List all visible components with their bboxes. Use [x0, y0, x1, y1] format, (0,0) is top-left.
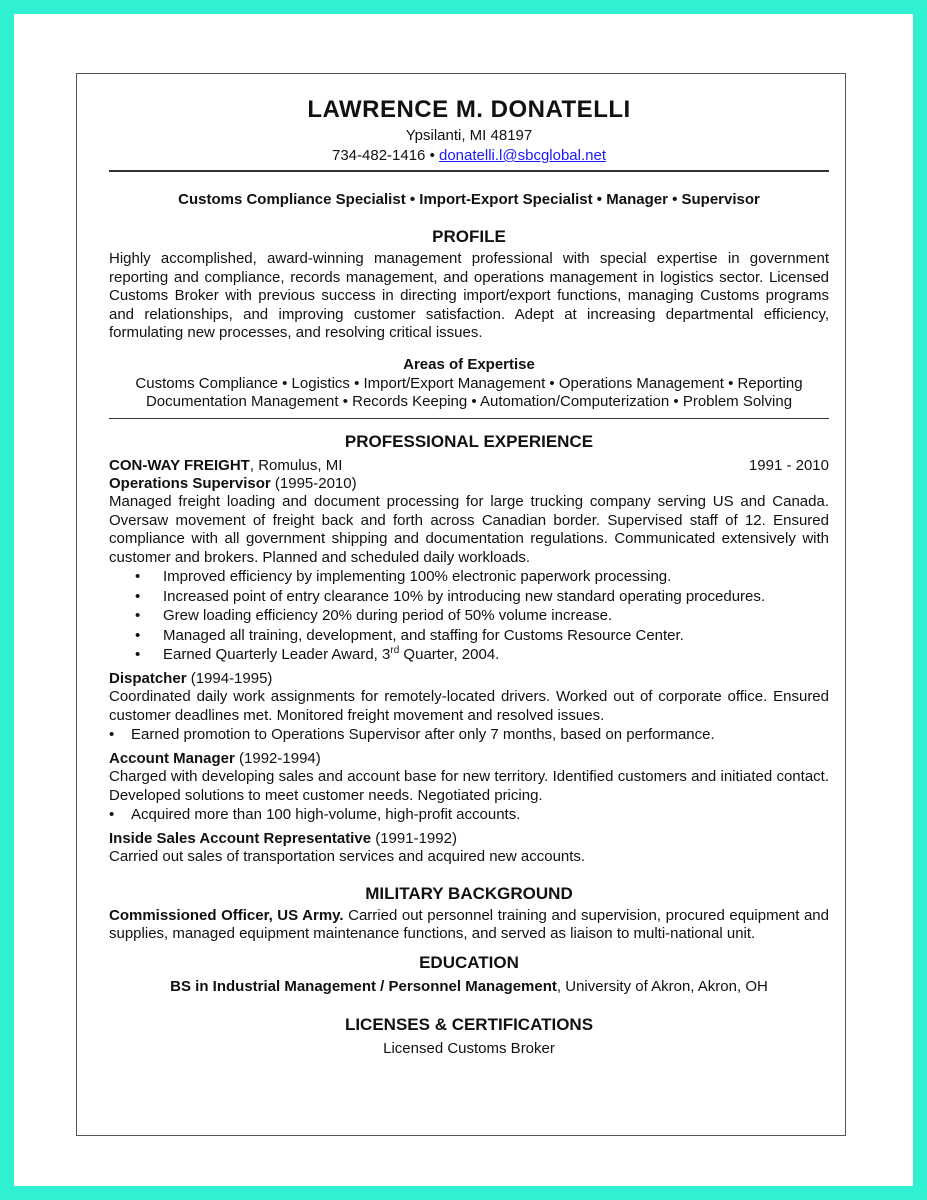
company-info	[109, 456, 342, 475]
award-text-end: Quarter, 2004.	[399, 646, 500, 663]
role-dates: (1995-2010)	[270, 474, 357, 492]
role-description: Carried out sales of transportation services and acquired new accounts.	[109, 848, 586, 865]
list-item: • Acquired more than 100 high-volume, high-profit accounts.	[109, 805, 829, 825]
headline: Customs Compliance Specialist • Import-Export Specialist • Manager • Supervisor	[178, 191, 760, 208]
phone-number: 734-482-1416	[331, 147, 426, 164]
role-title: Account Manager	[109, 749, 235, 767]
list-item: • Improved efficiency by implementing 100% electronic paperwork processing.	[109, 567, 829, 587]
licenses-title: LICENSES & CERTIFICATIONS	[344, 1015, 594, 1034]
role-title: Dispatcher	[109, 669, 187, 687]
company-dates: 1991 - 2010	[748, 456, 829, 474]
candidate-location: Ypsilanti, MI 48197	[405, 127, 533, 144]
expertise-divider	[109, 418, 829, 419]
email-link[interactable]: donatelli.l@sbcglobal.net	[439, 147, 606, 164]
role-heading	[109, 750, 829, 769]
company-row	[109, 456, 829, 475]
expertise-title: Areas of Expertise	[403, 355, 535, 373]
experience-title: PROFESSIONAL EXPERIENCE	[344, 431, 594, 451]
profile-title: PROFILE	[432, 227, 506, 246]
role-title: Inside Sales Account Representative	[109, 829, 372, 847]
list-item: • Grew loading efficiency 20% during period of 50% volume increase.	[109, 606, 829, 626]
list-item: • Earned promotion to Operations Supervisor after only 7 months, based on performance.	[109, 725, 829, 745]
role-description: Coordinated daily work assignments for remotely-located drivers. Worked out of corporate office. Ensured customer deadlines met. Monitored freight movement and resolved issues.	[109, 688, 829, 724]
role-achievements	[109, 725, 829, 745]
expertise-line-2: Documentation Management • Records Keeping • Automation/Computerization • Problem Solving	[145, 393, 793, 410]
military-title: MILITARY BACKGROUND	[365, 883, 573, 903]
role-dates: (1991-1992)	[371, 829, 457, 847]
role-heading	[109, 475, 829, 494]
school: , University of Akron, Akron, OH	[556, 977, 768, 995]
education-entry	[109, 978, 829, 997]
resume-header	[109, 94, 829, 166]
list-item	[109, 645, 829, 665]
company-name: CON-WAY FREIGHT	[109, 456, 250, 474]
header-divider	[109, 170, 829, 172]
role-description: Charged with developing sales and account base for new territory. Identified customers and initiated contact. Developed solutions to meet customer needs. Negotiated pricing.	[109, 768, 829, 804]
military-description: Carried out personnel training and supervision, procured equipment and supplies, managed equipment maintenance functions, and served as liaison to multi-national unit.	[109, 906, 829, 942]
list-item: • Managed all training, development, and staffing for Customs Resource Center.	[109, 626, 829, 646]
role-description: Managed freight loading and document processing for large trucking company serving US and Canada. Oversaw movement of freight back and forth across Canadian border. Supervised staff of 12. Ensured compliance with all government shipping and documentation regulations. Communicated extensively with customer and brokers. Planned and scheduled daily workloads.	[109, 493, 829, 566]
list-item: • Increased point of entry clearance 10% by introducing new standard operating procedures.	[109, 587, 829, 607]
resume-page	[76, 73, 846, 1136]
military-text	[109, 907, 829, 944]
education-title: EDUCATION	[419, 952, 519, 972]
company-location: , Romulus, MI	[249, 456, 343, 474]
degree: BS in Industrial Management / Personnel Management	[170, 977, 557, 995]
role-achievements	[109, 567, 829, 665]
license-item: Licensed Customs Broker	[383, 1040, 555, 1057]
page-frame	[14, 14, 913, 1186]
military-lead: Commissioned Officer, US Army.	[109, 906, 344, 924]
role-title: Operations Supervisor	[109, 474, 271, 492]
role-dates: (1992-1994)	[234, 749, 321, 767]
contact-separator: •	[425, 147, 439, 164]
award-superscript: rd	[390, 645, 400, 656]
contact-line	[109, 146, 829, 166]
expertise-line-1: Customs Compliance • Logistics • Import/Export Management • Operations Management • Reporting	[135, 374, 803, 392]
role-heading	[109, 670, 829, 689]
award-text: Earned Quarterly Leader Award, 3	[163, 646, 391, 663]
resume-content	[109, 94, 829, 1059]
role-dates: (1994-1995)	[186, 669, 273, 687]
role-heading	[109, 830, 829, 849]
profile-text: Highly accomplished, award-winning management professional with special expertise in government reporting and compliance, records management, and operations management in logistics sector. Licensed Customs Broker with previous success in directing import/export functions, managing Customs programs and relationships, and improving customer satisfaction. Adept at increasing departmental efficiency, formulating new processes, and resolving critical issues.	[109, 250, 829, 341]
candidate-name: LAWRENCE M. DONATELLI	[307, 96, 631, 123]
role-achievements	[109, 805, 829, 825]
